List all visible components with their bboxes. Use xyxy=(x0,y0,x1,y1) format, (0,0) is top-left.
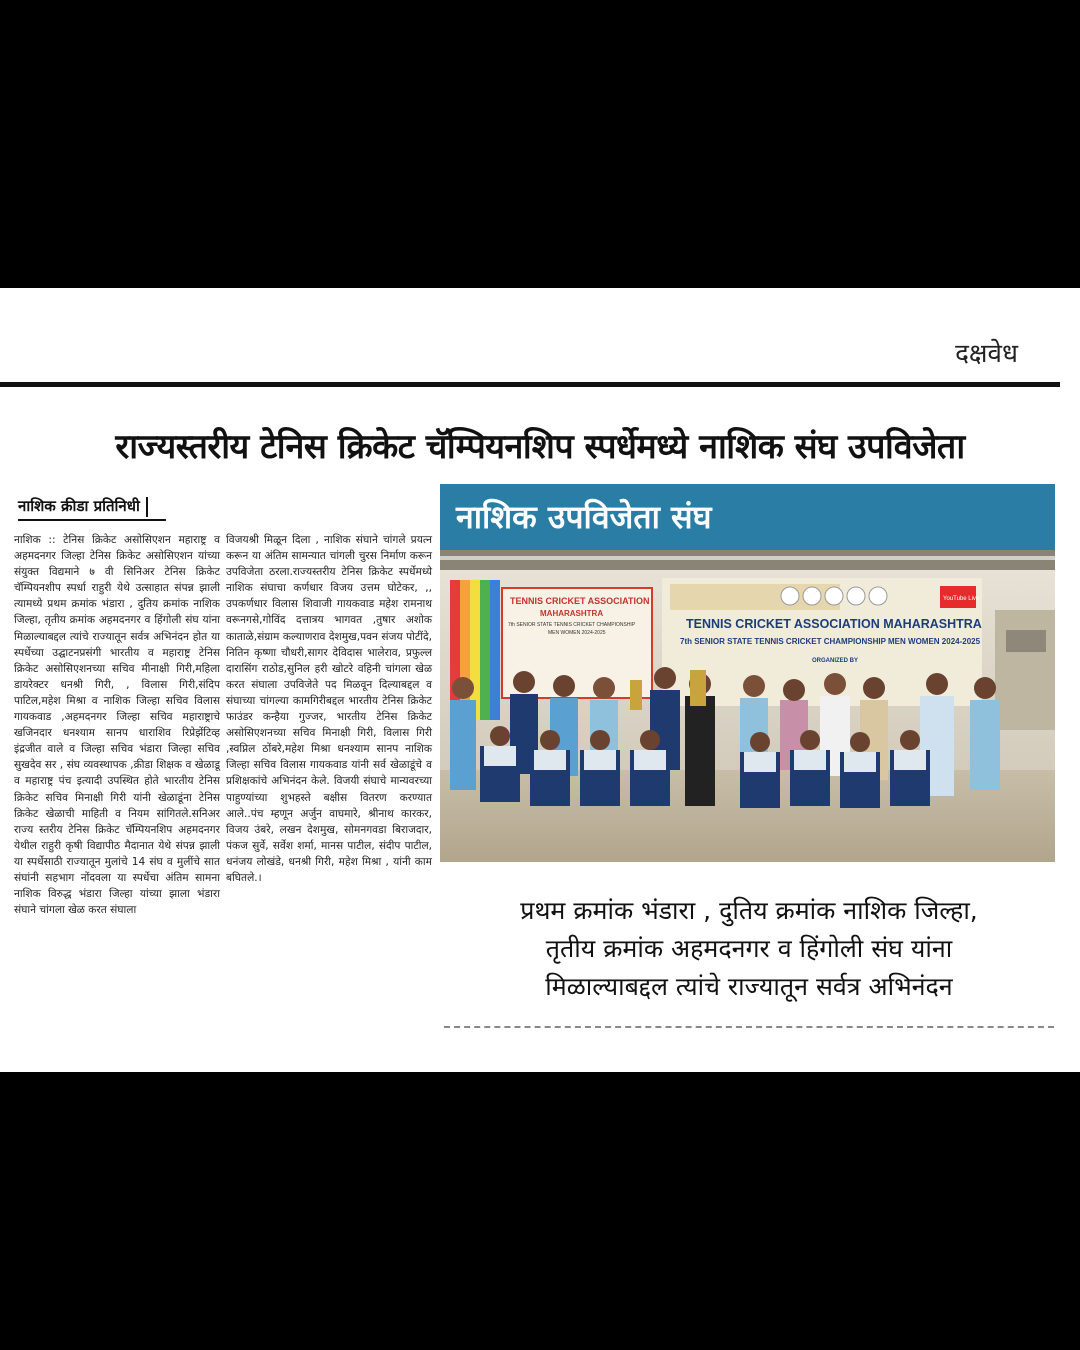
banner-left-line4: MEN WOMEN 2024-2025 xyxy=(548,630,606,636)
banner-left-line3: 7th SENIOR STATE TENNIS CRICKET CHAMPIONSHIP xyxy=(508,622,636,628)
banner-yt: YouTube Live xyxy=(943,596,980,602)
team-photo-illustration xyxy=(440,550,1055,862)
caption-line-3: मिळाल्याबद्दल त्यांचे राज्यातून सर्वत्र अभिनंदन xyxy=(545,972,953,1001)
banner-organized: ORGANIZED BY xyxy=(812,658,859,664)
photo-caption xyxy=(444,892,1054,1006)
caption-line-1: प्रथम क्रमांक भंडारा , दुतिय क्रमांक नाशिक जिल्हा, xyxy=(520,896,978,925)
byline-text: नाशिक क्रीडा प्रतिनिधी xyxy=(18,497,140,515)
masthead: दक्षवेध xyxy=(955,339,1018,369)
masthead-rule xyxy=(0,382,1060,387)
banner-left-line2: MAHARASHTRA xyxy=(540,609,604,618)
photo-block xyxy=(440,484,1055,862)
photo-header: नाशिक उपविजेता संघ xyxy=(440,484,1055,550)
headline: राज्यस्तरीय टेनिस क्रिकेट चॅम्पियनशिप स्पर्धेमध्ये नाशिक संघ उपविजेता xyxy=(115,427,965,467)
caption-line-2: तृतीय क्रमांक अहमदनगर व हिंगोली संघ यांना xyxy=(545,934,953,963)
dashed-divider xyxy=(444,1026,1054,1028)
byline xyxy=(18,496,166,521)
banner-main-sub: 7th SENIOR STATE TENNIS CRICKET CHAMPIONSHIP MEN WOMEN 2024-2025 xyxy=(680,637,981,646)
banner-left-line1: TENNIS CRICKET ASSOCIATION xyxy=(510,596,650,606)
article-column-2: विजयश्री मिळून दिला , नाशिक संघाने चांगले प्रयत्न करून या अंतिम सामन्यात चांगली चुरस निर्माण करून उपविजेता ठरला.राज्यस्तरीय टेनिस क्रिकेट स्पर्धेमध्ये नाशिक संघाचा कर्णधार विजय उत्तम घोटेकर, ,, उपकर्णधार विलास शिवाजी गायकवाड महेश रामनाथ वरूनगसे,गोविंद दत्तात्रय भागवत ,तुषार अशोक काताळे,संग्राम कल्याणराव देशमुख,पवन संजय पोटींदे, नितिन कृष्णा चौधरी,सागर देविदास भालेराव, प्रफुल्ल दारासिंग राठोड,सुनिल हरी खोटरे वहिनी चांगला खेळ करत संघाला उपविजेते पद मिळवून दिल्याबद्दल व संघाच्या चांगल्या कामगिरीबद्दल भारतीय टेनिस क्रिकेट फाउंडर कन्हैया गुज्जर, भारतीय टेनिस क्रिकेट असोसिएशनच्या सचिव मिनाक्षी गिरी, विलास गिरी ,स्वप्निल ठोंबरे,महेश मिश्रा धनश्याम सानप नाशिक जिल्हा सचिव विलास गायकवाड यांनी सर्व खेळाडूंचे व प्रशिक्षकांचे अभिनंदन केले. विजयी संघाचे मान्यवरच्या पाहुण्यांच्या शुभहस्ते बक्षीस वितरण करण्यात आले..पंच म्हणून अर्जुन वाघमारे, श्रीनाथ कारकर, विजय उंबरे, लखन देशमुख, सोमनगवडा बिराजदार, पंकज सुर्वे, सर्वेश शर्मा, मानस पाटील, संदीप पाटील, धनंजय लोखंडे, धनश्री गिरी, महेश मिश्रा , यांनी काम बघितले.। xyxy=(226,534,432,884)
newspaper-page xyxy=(0,288,1080,1072)
byline-bar xyxy=(146,497,148,517)
banner-main-title: TENNIS CRICKET ASSOCIATION MAHARASHTRA xyxy=(686,617,982,631)
article-column-1: नाशिक :: टेनिस क्रिकेट असोसिएशन महाराष्ट्र व अहमदनगर जिल्हा टेनिस क्रिकेट असोसिएशन यांच्या संयुक्त विद्यमाने ७ वी सिनिअर टेनिस क्रिकेट चॅम्पियनशीप स्पर्धा राहुरी येथे उत्साहात संपन्न झाली त्यामध्ये प्रथम क्रमांक भंडारा , दुतिय क्रमांक नाशिक जिल्हा, तृतीय क्रमांक अहमदनगर व हिंगोली संघ यांना मिळाल्याबद्दल त्यांचे राज्यातून सर्वत्र अभिनंदन होत या स्पर्धेच्या उद्घाटनप्रसंगी भारतीय व महाराष्ट्र टेनिस क्रिकेट असोसिएशनच्या सचिव मीनाक्षी गिरी,महिला डायरेक्टर धनश्री गिरी, , विलास गिरी,संदिप पाटिल,महेश मिश्रा व नाशिक जिल्हा सचिव विलास गायकवाड ,अहमदनगर जिल्हा सचिव महाराष्ट्राचे खजिनदार धनश्याम सानप धाराशिव रिप्रेझेंटिव्ह इंद्रजीत वाले व जिल्हा सचिव भंडारा जिल्हा सचिव सुखदेव सर , संघ व्यवस्थापक ,क्रीडा शिक्षक व खेळाडू व महाराष्ट्र पंच इत्यादी उपस्थित होते भारतीय टेनिस क्रिकेट सचिव मिनाक्षी गिरी यांनी खेळाडूंना टेनिस क्रिकेट खेळाची माहिती व नियम सांगितले.सनिअर राज्य स्तरीय टेनिस क्रिकेट चॅम्पियनशिप अहमदनगर येथील राहुरी कृषी विद्यापीठ मैदानात येथे संपन्न झाली या स्पर्धेसाठी राज्यातून मुलांचे 14 संघ व मुलींचे सात संघांनी सहभाग नोंदवला या स्पर्धेचा अंतिम सामना नाशिक विरुद्ध भंडारा जिल्हा यांच्या झाला भंडारा संघाने चांगला खेळ करत संघाला xyxy=(14,534,220,917)
team-photo xyxy=(440,550,1055,862)
